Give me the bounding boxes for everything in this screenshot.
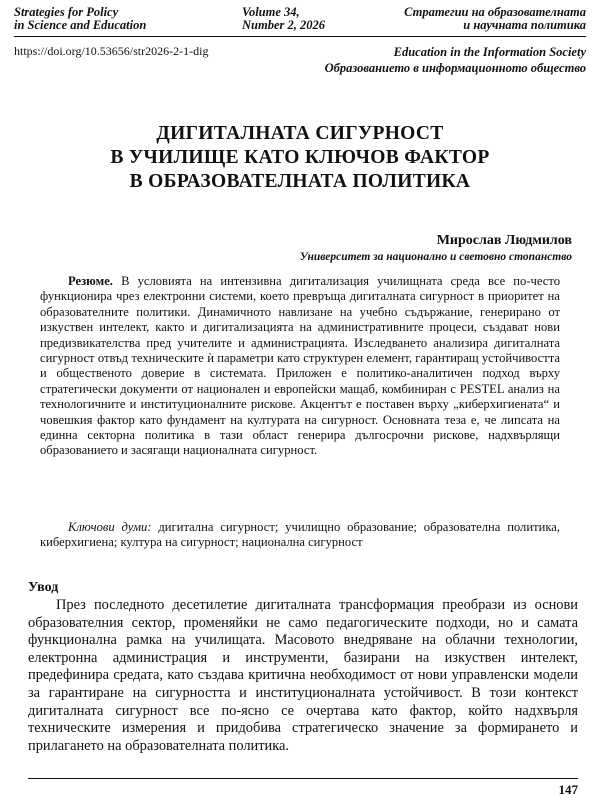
section-label-bg: Образованието в информационното общество — [324, 61, 586, 75]
volume-info — [242, 6, 325, 32]
page-number: 147 — [558, 782, 578, 797]
volume-line1: Volume 34, — [242, 5, 300, 19]
intro-heading: Увод — [28, 580, 59, 595]
keywords-text: дигитална сигурност; училищно образование; образователна политика, киберхигиена; култура на сигурност; национална сигурност — [40, 520, 560, 550]
author-affiliation: Университет за национално и световно стопанство — [299, 251, 572, 263]
abstract-label: Резюме. — [68, 274, 113, 288]
doi-link[interactable]: https://doi.org/10.53656/str2026-2-1-dig — [14, 44, 209, 58]
keywords — [40, 520, 560, 551]
article-title — [60, 122, 540, 194]
abstract — [40, 274, 560, 459]
title-line2: В УЧИЛИЩЕ КАТО КЛЮЧОВ ФАКТОР — [110, 147, 490, 168]
journal-name-line2: in Science and Education — [14, 18, 147, 32]
running-header — [14, 6, 586, 34]
intro-paragraph: През последното десетилетие дигиталната трансформация преобрази из основи образователния сектор, променяйки не само педагогическите подходи, но и самата функционална рамка на училищата. Масовото внедряване на облачни технологии, електронна администрация и инструменти, базирани на изкуствен интелект, предефинира средата, като създава критична необходимост от нови управленски модели за гарантиране на сигурността и институционалната устойчивост. В този контекст дигиталната сигурност все по-ясно се очертава като фактор, който надхвърля техническите измерения и придобива стратегическо значение за формирането и прилагането на образователната политика. — [28, 597, 578, 754]
journal-name-bg-line2: и научната политика — [463, 18, 586, 32]
abstract-text: В условията на интензивна дигитализация училищната среда все по-често функционира чрез електронни системи, което превръща дигиталната сигурност в приоритет на образователните политики. Динамичното навлизане на учебно съдържание, генерирано от изкуствен интелект, както и дигитализацията на административните процеси, създават нови предизвикателства пред учителите и администрацията. Изследването анализира дигиталната сигурност отвъд техническите ѝ параметри като структурен елемент, гарантиращ устойчивостта и общественото доверие в системата. Приложен е политико-аналитичен подход върху стратегически документи от национален и европейски мащаб, комбиниран с PESTEL анализ на технологичните и институционалните рискове. Акцентът е поставен върху „киберхигиената“ и човешкия фактор като фундамент на културата на сигурност. Основната теза е, че липсата на единна секторна политика в тази област генерира дългосрочни рискове, надхвърлящи образованието и засягащи националната сигурност. — [40, 274, 561, 458]
header-rule — [14, 36, 586, 37]
section-label — [325, 44, 586, 76]
journal-name-bg-line1: Стратегии на образователната — [404, 5, 586, 19]
title-line3: В ОБРАЗОВАТЕЛНАТА ПОЛИТИКА — [129, 171, 471, 192]
journal-name-bg — [404, 6, 586, 32]
journal-name-en — [14, 6, 146, 32]
title-line1: ДИГИТАЛНАТА СИГУРНОСТ — [156, 123, 444, 144]
volume-line2: Number 2, 2026 — [242, 18, 325, 32]
journal-name-line1: Strategies for Policy — [14, 5, 119, 19]
author-block — [300, 232, 572, 264]
author-name: Мирослав Людмилов — [436, 233, 572, 248]
footer-rule — [28, 778, 578, 779]
section-label-en: Education in the Information Society — [393, 45, 586, 59]
keywords-label: Ключови думи: — [68, 520, 152, 534]
